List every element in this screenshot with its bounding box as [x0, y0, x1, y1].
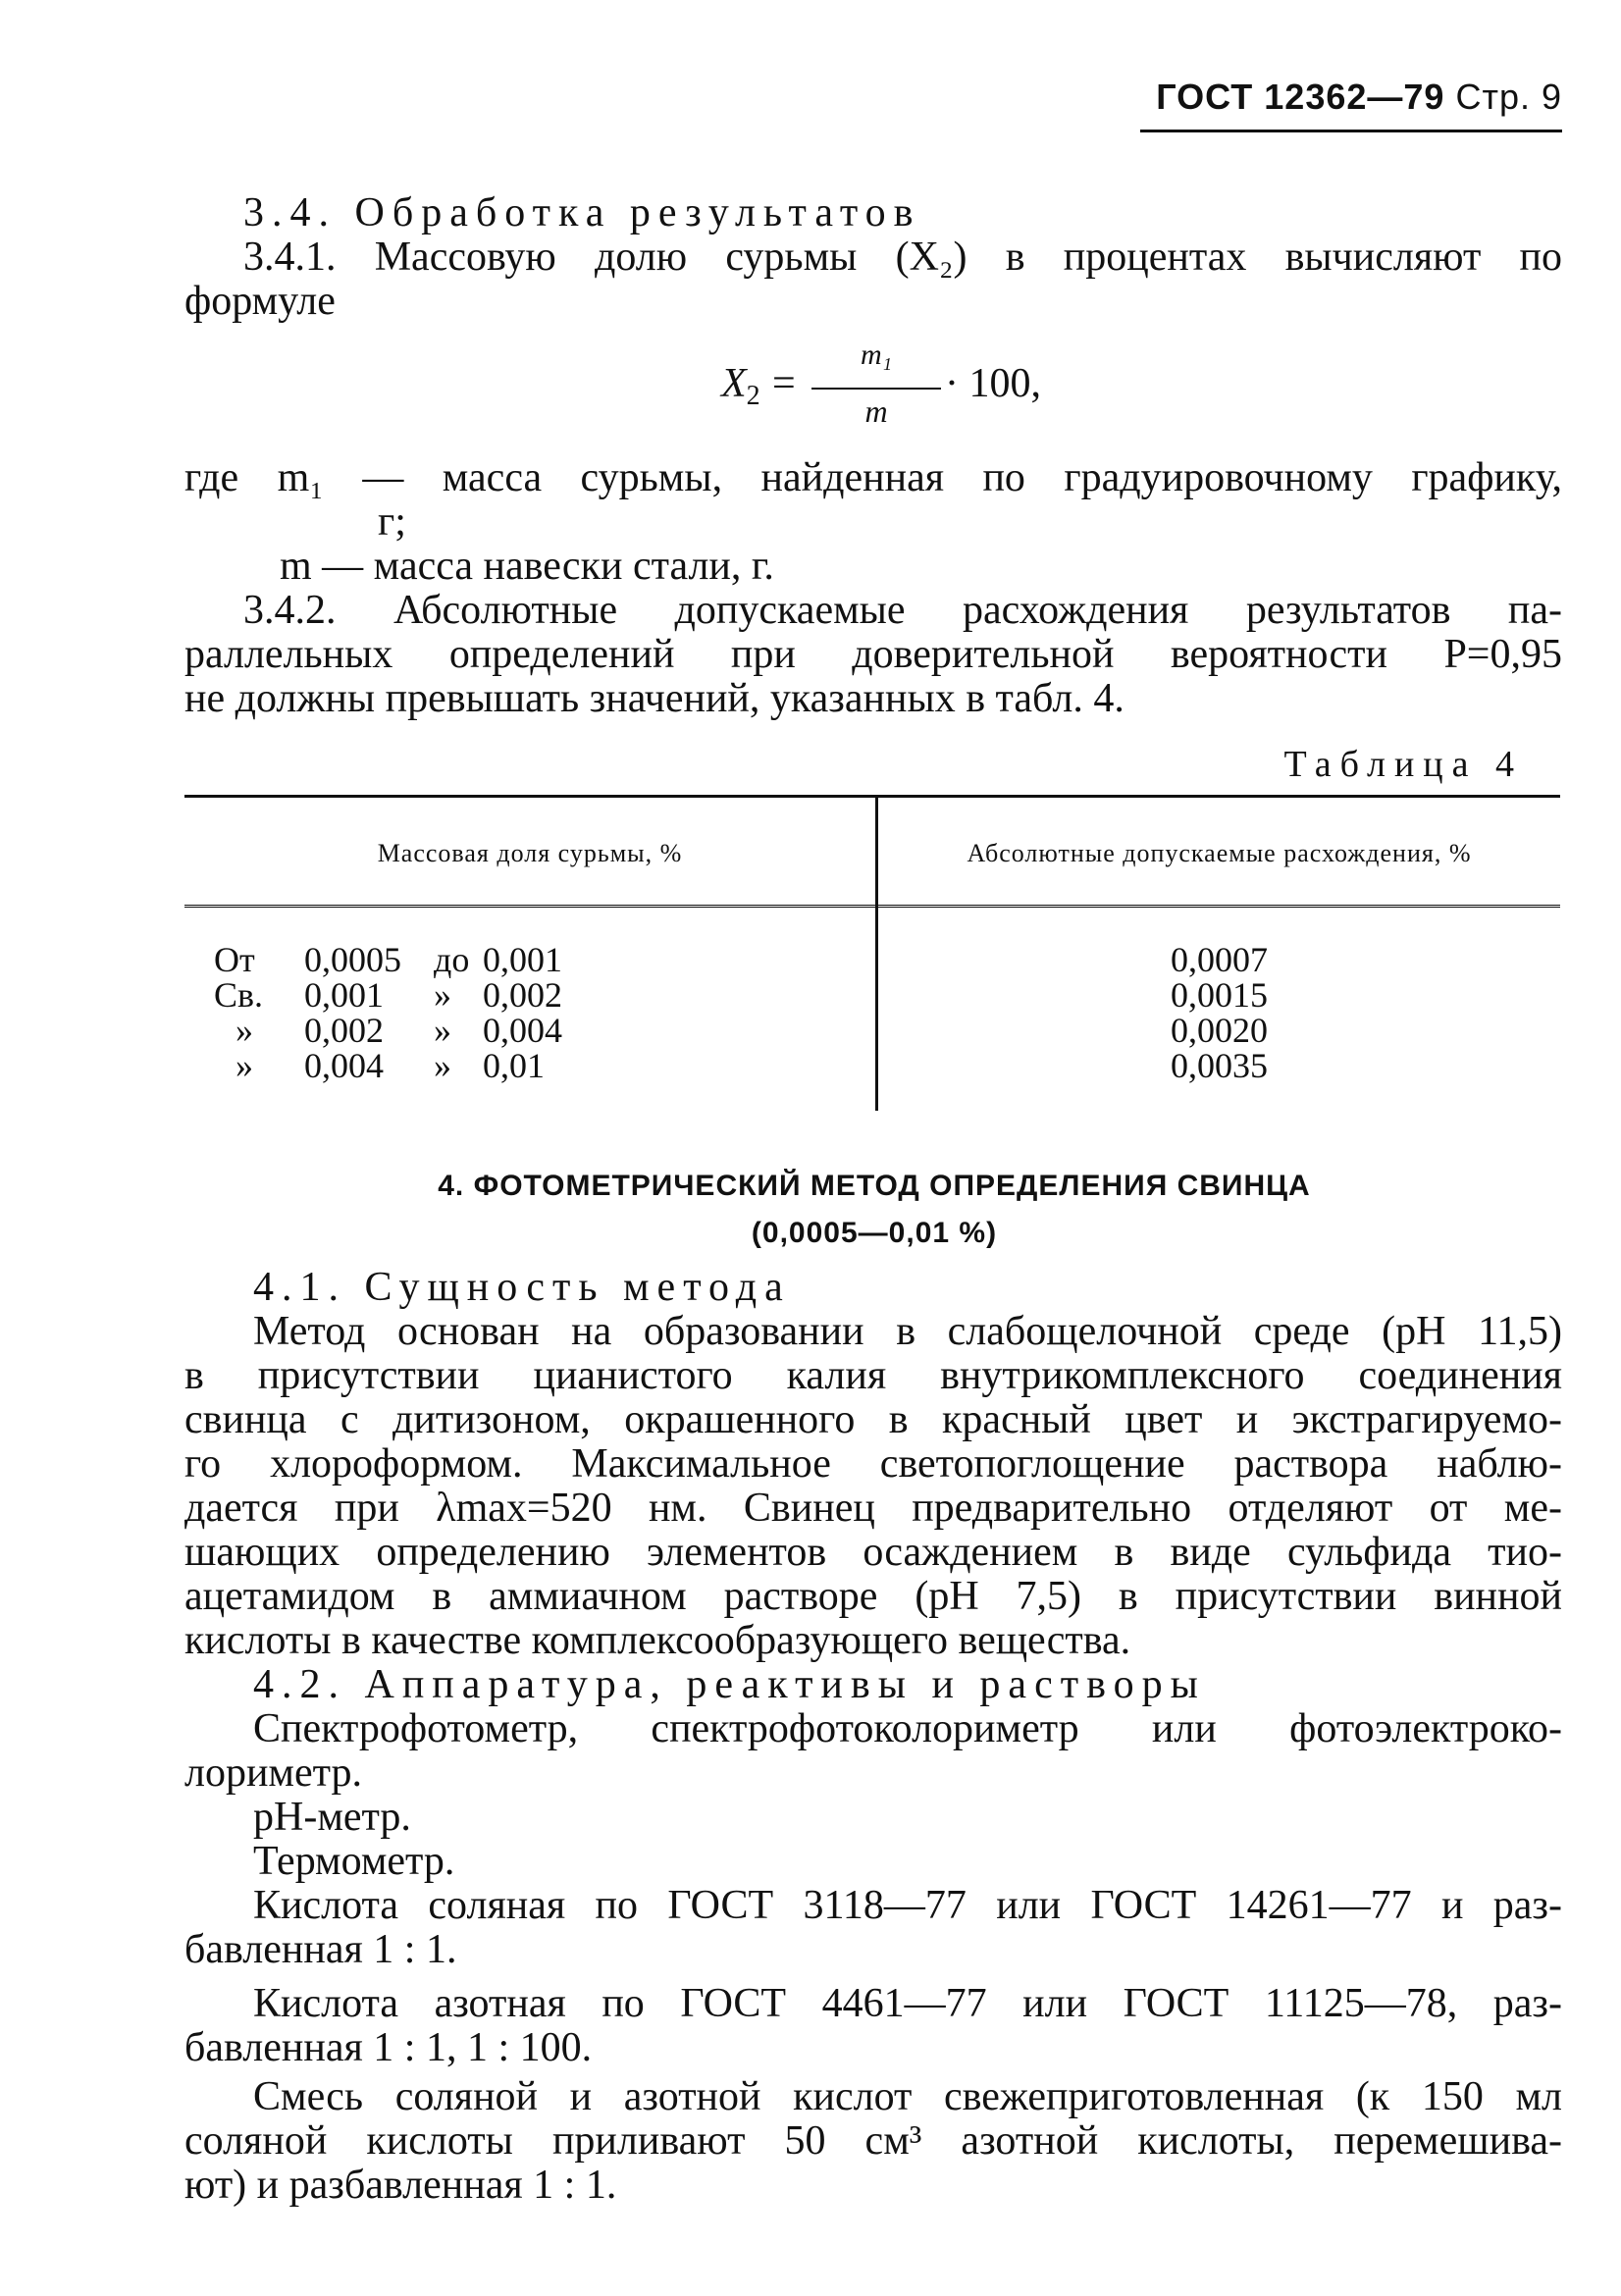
section-4-2-title: 4.2. Аппаратура, реактивы и растворы	[253, 1662, 1206, 1707]
table-col2	[878, 942, 1560, 1083]
table-row: От 0,0005 до 0,001	[214, 940, 562, 979]
section-4-heading: 4. ФОТОМЕТРИЧЕСКИЙ МЕТОД ОПРЕДЕЛЕНИЯ СВИНЦА	[438, 1170, 1311, 1202]
s42-item: ют) и разбавленная 1 : 1.	[184, 2163, 617, 2208]
table-cell: 0,0035	[1171, 1046, 1268, 1085]
section-4-1-title: 4.1. Сущность метода	[253, 1265, 791, 1310]
para-3-4-1-line1: 3.4.1. Массовую долю сурьмы (X₂) в процентах вычисляют по	[243, 235, 1562, 280]
page-header	[1072, 77, 1562, 118]
table-caption: Таблица 4	[1283, 744, 1523, 785]
header-rule	[1140, 130, 1562, 132]
doc-id: ГОСТ 12362—79	[1156, 77, 1445, 117]
s41-line: кислоты в качестве комплексообразующего вещества.	[184, 1618, 1131, 1663]
table-header-col1: Массовая доля сурьмы, %	[377, 839, 683, 867]
para-3-4-1-line2: формуле	[184, 279, 336, 324]
table-row: Св. 0,001 » 0,002	[214, 975, 562, 1015]
table-row: » 0,004 » 0,01	[235, 1046, 545, 1085]
s42-item: бавленная 1 : 1.	[184, 1927, 457, 1972]
section-3-4-title: 3.4. Обработка результатов	[243, 190, 921, 235]
formula-numerator: m₁	[860, 339, 893, 371]
para-3-4-2-line3: не должны превышать значений, указанных в табл. 4.	[184, 676, 1124, 721]
table-top-rule	[184, 795, 1560, 798]
formula-equals: =	[772, 361, 796, 406]
where-line2: m — масса навески стали, г.	[280, 544, 774, 589]
s41-line: дается при λmax=520 нм. Свинец предварительно отделяют от ме-	[184, 1486, 1562, 1531]
s42-item: рН-метр.	[253, 1795, 411, 1840]
table-header-rule	[184, 905, 1560, 908]
table-cell: 0,0007	[1171, 940, 1268, 979]
s42-item: соляной кислоты приливают 50 см³ азотной кислоты, перемешива-	[184, 2118, 1562, 2164]
table-header-col2: Абсолютные допускаемые расхождения, %	[967, 839, 1472, 867]
s42-item: бавленная 1 : 1, 1 : 100.	[184, 2025, 593, 2070]
s42-item: Смесь соляной и азотной кислот свежеприготовленная (к 150 мл	[253, 2074, 1562, 2119]
table-cell: 0,0015	[1171, 975, 1268, 1015]
formula-tail: · 100,	[945, 361, 1041, 406]
s41-line: свинца с дитизоном, окрашенного в красный цвет и экстрагируемо-	[184, 1397, 1562, 1442]
s41-line: го хлороформом. Максимальное светопоглощение раствора наблю-	[184, 1441, 1562, 1487]
page-number: Стр. 9	[1455, 77, 1562, 117]
formula-denominator: m	[864, 393, 888, 429]
table-cell: 0,0020	[1171, 1011, 1268, 1050]
s41-line: Метод основан на образовании в слабощелочной среде (рН 11,5)	[253, 1309, 1562, 1354]
para-3-4-2-line2: раллельных определений при доверительной вероятности Р=0,95	[184, 632, 1562, 677]
s41-line: в присутствии цианистого калия внутрикомплексного соединения	[184, 1353, 1562, 1398]
fraction-bar	[811, 388, 941, 390]
s42-item: лориметр.	[184, 1750, 363, 1796]
s41-line: шающих определению элементов осаждением в виде сульфида тио-	[184, 1530, 1562, 1575]
s42-item: Термометр.	[253, 1839, 455, 1884]
s42-item: Кислота азотная по ГОСТ 4461—77 или ГОСТ 11125—78, раз-	[253, 1981, 1562, 2026]
s41-line: ацетамидом в аммиачном растворе (рН 7,5) в присутствии винной	[184, 1574, 1562, 1619]
s42-item: Кислота соляная по ГОСТ 3118—77 или ГОСТ 14261—77 и раз-	[253, 1883, 1562, 1928]
where-line1: где m₁ — масса сурьмы, найденная по градуировочному графику,	[184, 455, 1562, 500]
table-row: » 0,002 » 0,004	[235, 1011, 562, 1050]
formula-lhs: $X_2$	[721, 361, 760, 411]
where-line1-cont: г;	[378, 499, 406, 545]
formula-x2	[721, 339, 1074, 446]
para-3-4-2-line1: 3.4.2. Абсолютные допускаемые расхождения результатов па-	[243, 588, 1562, 633]
s42-item: Спектрофотометр, спектрофотоколориметр или фотоэлектроко-	[253, 1706, 1562, 1751]
table-col1	[214, 942, 862, 1083]
section-4-subheading: (0,0005—0,01 %)	[751, 1217, 998, 1249]
